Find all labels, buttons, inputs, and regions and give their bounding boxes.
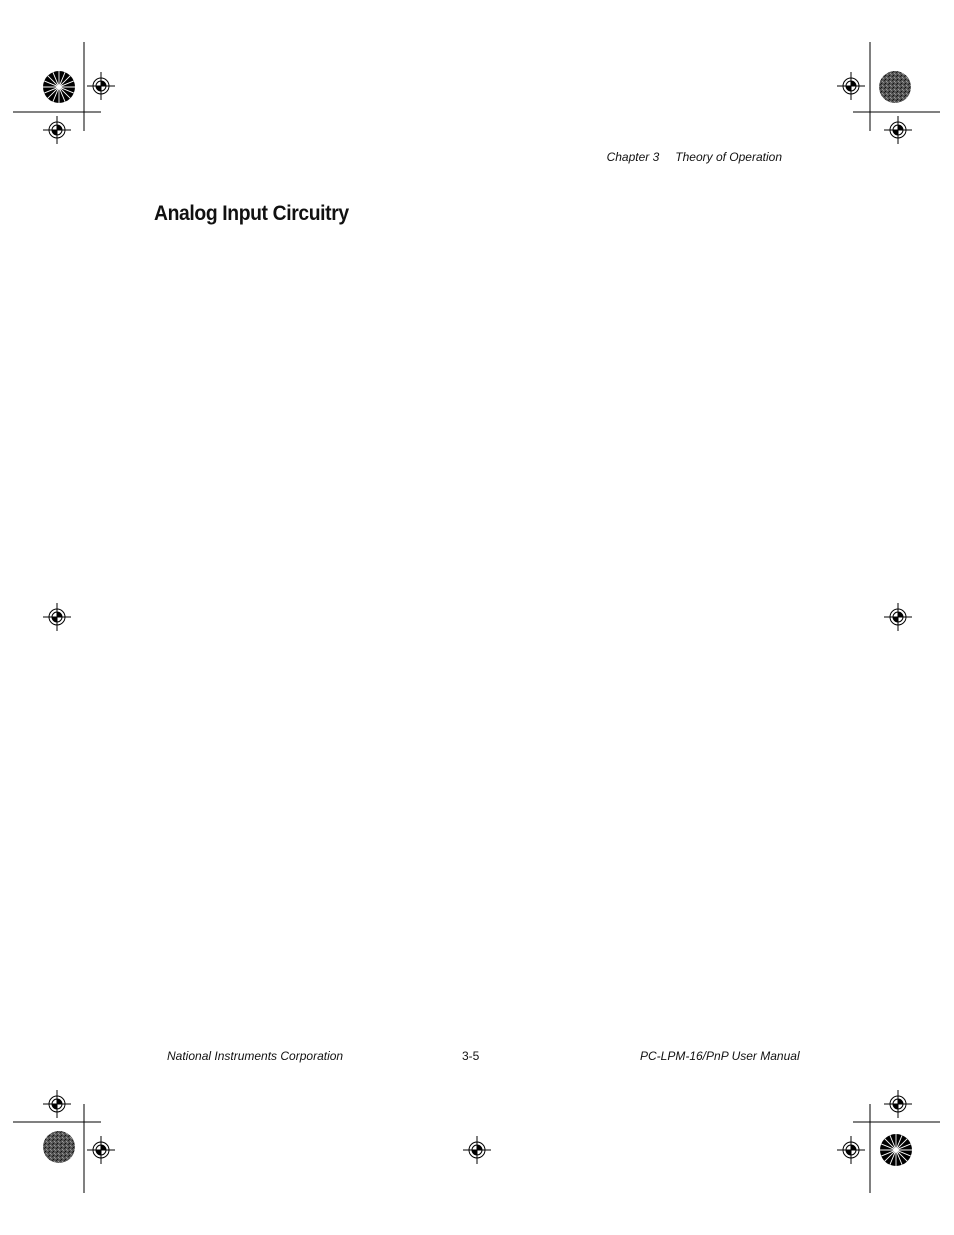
halftone-mark-icon [43,1131,75,1163]
footer-company: National Instruments Corporation [167,1049,344,1063]
registration-mark-icon [43,1090,71,1118]
footer-page-number: 3-5 [462,1049,480,1063]
header-chapter-title: Theory of Operation [675,150,782,164]
section-heading: Analog Input Circuitry [154,202,349,225]
registration-mark-icon [43,603,71,631]
registration-mark-icon [884,603,912,631]
registration-mark-icon [837,1136,865,1164]
starburst-mark-icon [880,1134,912,1166]
registration-mark-icon [87,72,115,100]
header-chapter: Chapter 3 [606,150,660,164]
registration-mark-icon [87,1136,115,1164]
halftone-mark-icon [879,71,911,103]
registration-mark-icon [884,116,912,144]
running-header [560,150,782,164]
registration-mark-icon [837,72,865,100]
registration-mark-icon [463,1136,491,1164]
registration-mark-icon [43,116,71,144]
registration-mark-icon [884,1090,912,1118]
starburst-mark-icon [43,71,75,103]
footer-manual-title: PC-LPM-16/PnP User Manual [640,1049,800,1063]
